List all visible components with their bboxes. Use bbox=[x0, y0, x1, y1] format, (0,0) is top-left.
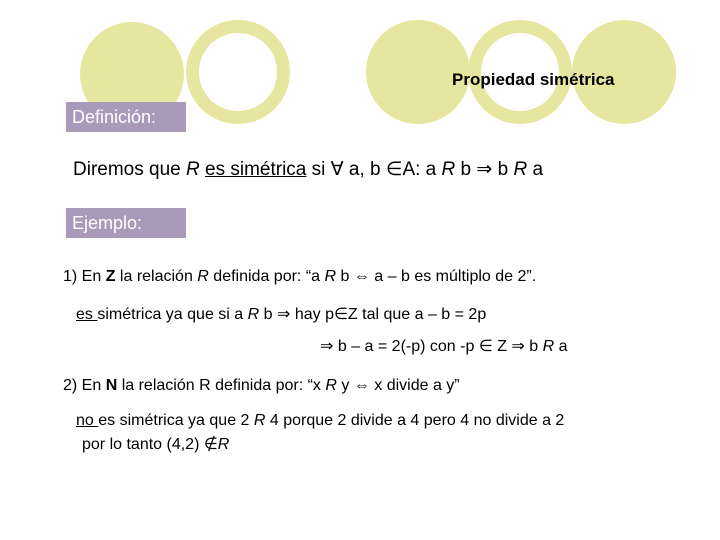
example2-line2: no es simétrica ya que 2 R 4 porque 2 divide a 4 pero 4 no divide a 2 bbox=[76, 412, 565, 429]
example1-line2: es simétrica ya que si a R b ⇒ hay p∈Z tal que a – b = 2p bbox=[76, 306, 487, 323]
slide-title: Propiedad simétrica bbox=[452, 70, 615, 89]
example2-line1: 2) En N la relación R definida por: “x R y ⇔ x divide a y” bbox=[63, 377, 460, 394]
example2-line3: por lo tanto (4,2) ∉R bbox=[82, 436, 230, 453]
example1-line1: 1) En Z la relación R definida por: “a R b ⇔ a – b es múltiplo de 2”. bbox=[63, 268, 537, 285]
ejemplo-label: Ejemplo: bbox=[66, 208, 186, 238]
decor-ring-1 bbox=[186, 20, 290, 124]
example1-line3: ⇒ b – a = 2(-p) con -p ∈ Z ⇒ b R a bbox=[320, 338, 568, 355]
definicion-label: Definición: bbox=[66, 102, 186, 132]
definition-line: Diremos que R es simétrica si ∀ a, b ∈A: a R b ⇒ b R a bbox=[73, 159, 544, 180]
